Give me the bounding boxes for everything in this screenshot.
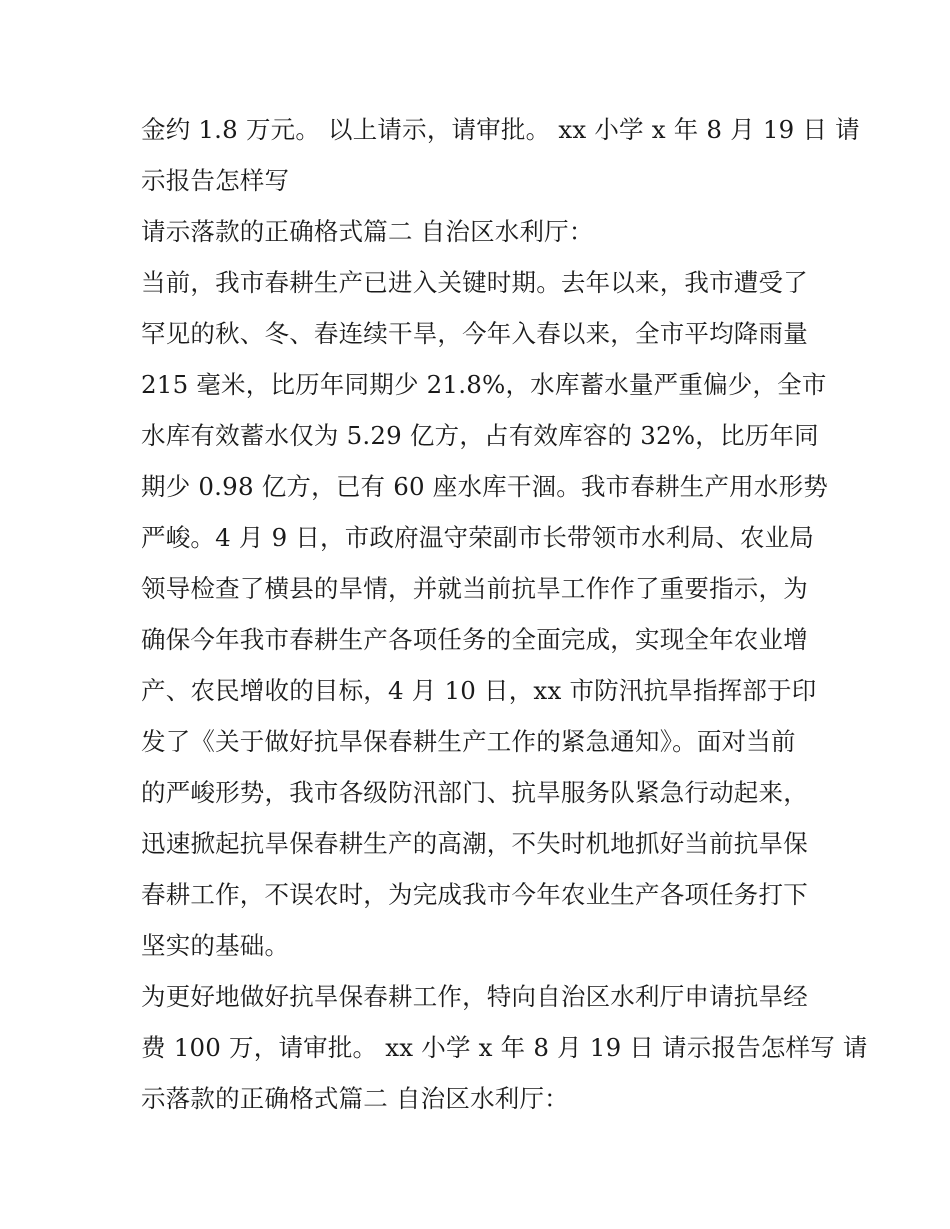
text-line: 春耕工作，不误农时，为完成我市今年农业生产各项任务打下	[141, 880, 808, 909]
text-line: 产、农民增收的目标，4 月 10 日，xx 市防汛抗旱指挥部于印	[141, 676, 817, 705]
text-line: 罕见的秋、冬、春连续干旱，今年入春以来，全市平均降雨量	[141, 319, 808, 348]
text-line: 迅速掀起抗旱保春耕生产的高潮，不失时机地抓好当前抗旱保	[141, 829, 808, 858]
text-line: 确保今年我市春耕生产各项任务的全面完成，实现全年农业增	[141, 625, 808, 654]
text-line: 当前，我市春耕生产已进入关键时期。去年以来，我市遭受了	[141, 268, 808, 297]
text-line: 领导检查了横县的旱情，并就当前抗旱工作作了重要指示，为	[141, 574, 808, 603]
text-line: 示报告怎样写	[141, 166, 290, 195]
text-line: 期少 0.98 亿方，已有 60 座水库干涸。我市春耕生产用水形势	[141, 472, 828, 501]
text-line: 坚实的基础。	[141, 931, 290, 960]
text-line: 严峻。4 月 9 日，市政府温守荣副市长带领市水利局、农业局	[141, 523, 815, 552]
text-line: 发了《关于做好抗旱保春耕生产工作的紧急通知》。面对当前	[141, 727, 796, 756]
text-line: 为更好地做好抗旱保春耕工作，特向自治区水利厅申请抗旱经	[141, 982, 808, 1011]
text-line: 金约 1.8 万元。 以上请示，请审批。 xx 小学 x 年 8 月 19 日 请	[141, 115, 860, 144]
text-line: 水库有效蓄水仅为 5.29 亿方，占有效库容的 32%，比历年同	[141, 421, 819, 450]
text-line: 示落款的正确格式篇二 自治区水利厅：	[141, 1084, 569, 1113]
text-line: 215 毫米，比历年同期少 21.8%，水库蓄水量严重偏少，全市	[141, 370, 827, 399]
text-line: 请示落款的正确格式篇二 自治区水利厅：	[141, 217, 594, 246]
text-line: 的严峻形势，我市各级防汛部门、抗旱服务队紧急行动起来，	[141, 778, 808, 807]
text-line: 费 100 万，请审批。 xx 小学 x 年 8 月 19 日 请示报告怎样写 请	[141, 1033, 868, 1062]
